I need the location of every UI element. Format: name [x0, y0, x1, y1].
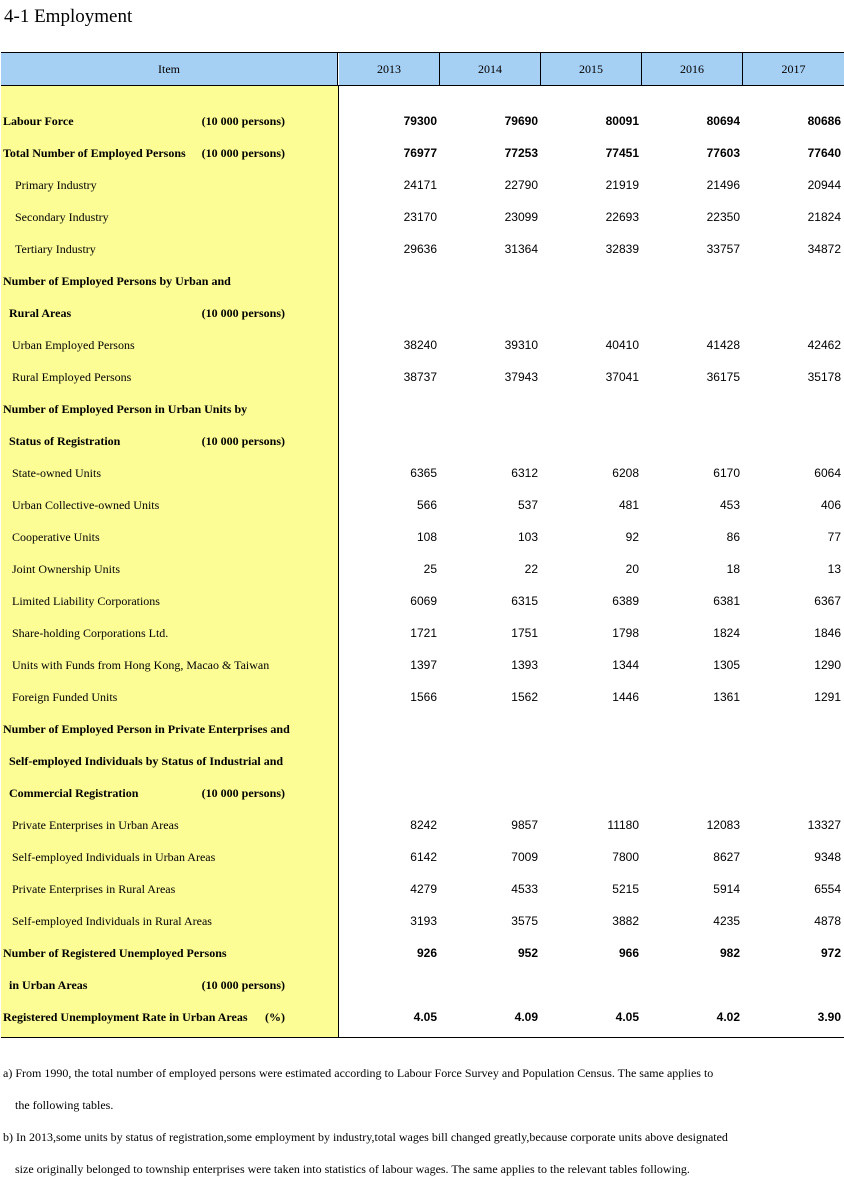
- table-row: [1, 937, 844, 969]
- table-row: [1, 777, 844, 809]
- row-label: Private Enterprises in Urban Areas: [12, 818, 179, 832]
- cell-2015: 32839: [605, 242, 639, 256]
- cell-2013: 6365: [410, 466, 437, 480]
- cell-2016: 6170: [713, 466, 740, 480]
- cell-2016: 33757: [706, 242, 740, 256]
- cell-2016: 77603: [706, 146, 740, 160]
- row-unit: (10 000 persons): [201, 434, 285, 448]
- table-row: [1, 489, 844, 521]
- row-label: Number of Registered Unemployed Persons: [3, 946, 227, 960]
- cell-2017: 13327: [807, 818, 841, 832]
- cell-2017: 1846: [814, 626, 841, 640]
- row-label: Rural Employed Persons: [12, 370, 132, 384]
- cell-2016: 12083: [706, 818, 740, 832]
- cell-2015: 1446: [612, 690, 639, 704]
- cell-2017: 35178: [807, 370, 841, 384]
- cell-2017: 20944: [807, 178, 841, 192]
- cell-2015: 11180: [607, 818, 639, 832]
- cell-2017: 21824: [807, 210, 841, 224]
- row-label: in Urban Areas: [9, 978, 88, 992]
- cell-2016: 4235: [713, 914, 740, 928]
- cell-2014: 6312: [511, 466, 538, 480]
- cell-2017: 77: [827, 530, 841, 544]
- cell-2014: 7009: [511, 850, 538, 864]
- cell-2013: 6142: [410, 850, 437, 864]
- cell-2015: 1344: [612, 658, 639, 672]
- cell-2017: 3.90: [817, 1010, 841, 1024]
- cell-2015: 481: [618, 498, 639, 512]
- cell-2015: 37041: [605, 370, 639, 384]
- table-row: [1, 297, 844, 329]
- table-row: [1, 841, 844, 873]
- employment-table: [1, 52, 844, 1038]
- row-label: Rural Areas: [9, 306, 72, 320]
- cell-2013: 8242: [410, 818, 437, 832]
- cell-2013: 3193: [410, 914, 437, 928]
- row-label: Commercial Registration: [9, 786, 139, 800]
- cell-2017: 1291: [814, 690, 841, 704]
- cell-2014: 39310: [504, 338, 538, 352]
- cell-2013: 25: [423, 562, 437, 576]
- cell-2013: 926: [416, 946, 437, 960]
- cell-2015: 6389: [612, 594, 639, 608]
- table-row: [1, 521, 844, 553]
- cell-2014: 4.09: [514, 1010, 538, 1024]
- cell-2015: 5215: [612, 882, 639, 896]
- cell-2017: 13: [827, 562, 841, 576]
- row-label: Cooperative Units: [12, 530, 100, 544]
- cell-2014: 23099: [504, 210, 538, 224]
- footnote-a: a) From 1990, the total number of employed persons were estimated according to Labour Force Survey and Population Census. The same applies to: [3, 1066, 714, 1080]
- cell-2013: 108: [416, 530, 437, 544]
- cell-2017: 4878: [814, 914, 841, 928]
- cell-2014: 1562: [511, 690, 538, 704]
- cell-2015: 40410: [605, 338, 639, 352]
- cell-2016: 4.02: [716, 1010, 740, 1024]
- table-row: [1, 617, 844, 649]
- cell-2013: 79300: [403, 114, 437, 128]
- table-row: [1, 873, 844, 905]
- row-label: Joint Ownership Units: [12, 562, 120, 576]
- row-label: Number of Employed Persons by Urban and: [3, 274, 231, 288]
- table-row: [1, 361, 844, 393]
- cell-2014: 77253: [504, 146, 538, 160]
- cell-2017: 6554: [814, 882, 841, 896]
- row-label: Private Enterprises in Rural Areas: [12, 882, 176, 896]
- cell-2014: 37943: [504, 370, 538, 384]
- page-title: 4-1 Employment: [4, 6, 133, 27]
- cell-2015: 7800: [612, 850, 639, 864]
- cell-2014: 6315: [511, 594, 538, 608]
- cell-2017: 34872: [807, 242, 841, 256]
- table-row: [1, 329, 844, 361]
- cell-2016: 21496: [706, 178, 740, 192]
- table-row: [1, 553, 844, 585]
- cell-2017: 972: [820, 946, 841, 960]
- cell-2016: 6381: [713, 594, 740, 608]
- cell-2017: 1290: [814, 658, 841, 672]
- cell-2015: 966: [618, 946, 639, 960]
- cell-2013: 1397: [410, 658, 437, 672]
- row-label: Status of Registration: [9, 434, 121, 448]
- cell-2016: 5914: [713, 882, 740, 896]
- cell-2014: 22: [524, 562, 538, 576]
- row-unit: (10 000 persons): [201, 306, 285, 320]
- cell-2013: 29636: [403, 242, 437, 256]
- cell-2013: 38240: [403, 338, 437, 352]
- row-unit: (10 000 persons): [201, 146, 285, 160]
- cell-2015: 1798: [612, 626, 639, 640]
- cell-2016: 36175: [706, 370, 740, 384]
- table-row: [1, 713, 844, 745]
- row-label: Foreign Funded Units: [12, 690, 118, 704]
- cell-2013: 1721: [410, 626, 437, 640]
- table-row: [1, 681, 844, 713]
- table-row: [1, 169, 844, 201]
- row-label: State-owned Units: [12, 466, 101, 480]
- header-year-2014: 2014: [440, 53, 541, 85]
- row-label: Units with Funds from Hong Kong, Macao & Taiwan: [12, 658, 270, 672]
- cell-2014: 537: [517, 498, 538, 512]
- cell-2015: 22693: [605, 210, 639, 224]
- table-row: [1, 809, 844, 841]
- row-label: Secondary Industry: [15, 210, 109, 224]
- cell-2015: 20: [625, 562, 639, 576]
- cell-2013: 76977: [403, 146, 437, 160]
- cell-2017: 6064: [814, 466, 841, 480]
- row-unit: (10 000 persons): [201, 978, 285, 992]
- cell-2013: 4.05: [413, 1010, 437, 1024]
- table-bottom-border: [1, 1037, 844, 1038]
- cell-2016: 22350: [706, 210, 740, 224]
- cell-2016: 982: [719, 946, 740, 960]
- table-row: [1, 201, 844, 233]
- cell-2013: 24171: [403, 178, 437, 192]
- row-label: Limited Liability Corporations: [12, 594, 160, 608]
- row-label: Share-holding Corporations Ltd.: [12, 626, 169, 640]
- table-row: [1, 745, 844, 777]
- table-row: [1, 585, 844, 617]
- table-row: [1, 105, 844, 137]
- row-label: Total Number of Employed Persons: [3, 146, 186, 160]
- cell-2015: 80091: [605, 114, 639, 128]
- cell-2013: 38737: [403, 370, 437, 384]
- row-label: Registered Unemployment Rate in Urban Areas: [3, 1010, 248, 1024]
- cell-2015: 6208: [612, 466, 639, 480]
- cell-2013: 1566: [410, 690, 437, 704]
- header-year-2016: 2016: [642, 53, 743, 85]
- cell-2015: 3882: [612, 914, 639, 928]
- cell-2013: 23170: [403, 210, 437, 224]
- footnotes: [3, 1057, 841, 1185]
- cell-2015: 92: [625, 530, 639, 544]
- cell-2016: 41428: [706, 338, 740, 352]
- table-row: [1, 393, 844, 425]
- row-label: Number of Employed Person in Urban Units by: [3, 402, 248, 416]
- row-label: Urban Collective-owned Units: [12, 498, 160, 512]
- cell-2014: 1751: [511, 626, 538, 640]
- header-year-2017: 2017: [743, 53, 844, 85]
- row-label: Self-employed Individuals in Rural Areas: [12, 914, 212, 928]
- footnote-b-cont: size originally belonged to township enterprises were taken into statistics of labour wages. The same applies to the relevant tables following.: [15, 1162, 690, 1176]
- table-row: [1, 233, 844, 265]
- cell-2014: 79690: [504, 114, 538, 128]
- cell-2017: 77640: [807, 146, 841, 160]
- footnote-b: b) In 2013,some units by status of registration,some employment by industry,total wages bill changed greatly,because corporate units above designated: [3, 1130, 728, 1144]
- cell-2016: 1361: [713, 690, 740, 704]
- cell-2013: 6069: [410, 594, 437, 608]
- table-row: [1, 137, 844, 169]
- cell-2017: 6367: [814, 594, 841, 608]
- table-row: [1, 969, 844, 1001]
- row-unit: (10 000 persons): [201, 114, 285, 128]
- cell-2016: 1824: [713, 626, 740, 640]
- row-label: Self-employed Individuals in Urban Areas: [12, 850, 216, 864]
- cell-2013: 566: [416, 498, 437, 512]
- cell-2015: 21919: [605, 178, 639, 192]
- row-label: Urban Employed Persons: [12, 338, 135, 352]
- header-year-2013: 2013: [339, 53, 440, 85]
- cell-2017: 42462: [807, 338, 841, 352]
- cell-2014: 22790: [504, 178, 538, 192]
- cell-2014: 31364: [504, 242, 538, 256]
- table-row: [1, 425, 844, 457]
- row-unit: (10 000 persons): [201, 786, 285, 800]
- cell-2014: 952: [517, 946, 538, 960]
- cell-2014: 103: [517, 530, 538, 544]
- cell-2015: 4.05: [615, 1010, 639, 1024]
- cell-2016: 86: [726, 530, 740, 544]
- row-unit: (%): [265, 1010, 285, 1024]
- cell-2017: 80686: [807, 114, 841, 128]
- footnote-a-cont: the following tables.: [15, 1098, 114, 1112]
- table-row: [1, 457, 844, 489]
- cell-2013: 4279: [410, 882, 437, 896]
- cell-2016: 18: [726, 562, 740, 576]
- cell-2014: 3575: [511, 914, 538, 928]
- table-row: [1, 905, 844, 937]
- header-year-2015: 2015: [541, 53, 642, 85]
- row-label: Tertiary Industry: [15, 242, 96, 256]
- cell-2016: 8627: [713, 850, 740, 864]
- row-label: Number of Employed Person in Private Enterprises and: [3, 722, 290, 736]
- header-item: Item: [1, 53, 338, 85]
- cell-2016: 1305: [713, 658, 740, 672]
- cell-2016: 80694: [706, 114, 740, 128]
- cell-2014: 4533: [511, 882, 538, 896]
- row-label: Self-employed Individuals by Status of Industrial and: [9, 754, 284, 768]
- cell-2014: 1393: [511, 658, 538, 672]
- cell-2016: 453: [719, 498, 740, 512]
- row-label: Primary Industry: [15, 178, 97, 192]
- cell-2017: 406: [820, 498, 841, 512]
- row-label: Labour Force: [3, 114, 74, 128]
- table-row: [1, 1001, 844, 1033]
- table-row: [1, 649, 844, 681]
- cell-2017: 9348: [814, 850, 841, 864]
- cell-2015: 77451: [605, 146, 639, 160]
- cell-2014: 9857: [511, 818, 538, 832]
- table-row: [1, 265, 844, 297]
